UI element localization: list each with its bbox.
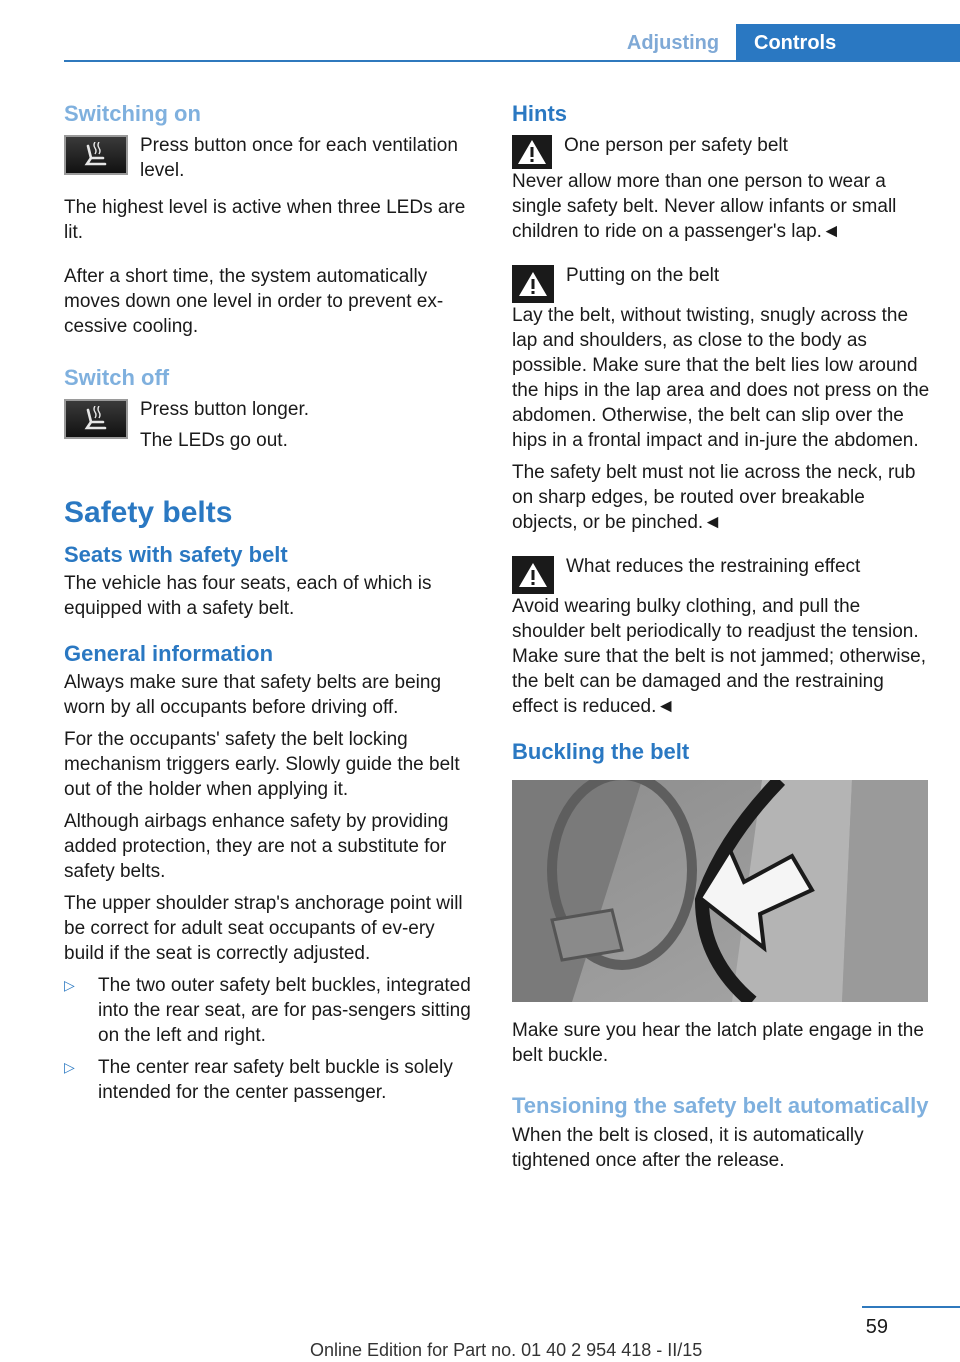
safety-belts-heading: Safety belts xyxy=(64,496,233,529)
triangle-bullet-icon: ▷ xyxy=(64,1059,75,1075)
switch-off-text: Press button longer. xyxy=(140,399,309,420)
switch-off-row xyxy=(64,397,478,459)
triangle-bullet-icon: ▷ xyxy=(64,977,75,993)
switching-on-heading: Switching on xyxy=(64,101,201,126)
seats-heading: Seats with safety belt xyxy=(64,542,288,567)
general-paragraph: For the occupants' safety the belt locking mechanism triggers early. Slowly guide the belt out of the holder when applying it. xyxy=(64,729,460,800)
page-number: 59 xyxy=(865,1316,888,1338)
switching-on-row xyxy=(64,133,478,189)
hint-3 xyxy=(512,554,930,594)
left-column xyxy=(64,100,478,1112)
highest-level-text: The highest level is active when three LEDs are lit. xyxy=(64,197,466,243)
hint-2 xyxy=(512,263,930,303)
seats-text: The vehicle has four seats, each of which is equipped with a safety belt. xyxy=(64,573,432,619)
bullet-text: The two outer safety belt buckles, integrated into the rear seat, are for pas‐sengers sitting on the left and right. xyxy=(98,975,471,1046)
general-paragraph: Although airbags enhance safety by providing added protection, they are not a substitute for safety belts. xyxy=(64,811,449,882)
seat-ventilation-icon xyxy=(64,399,128,439)
tensioning-text: When the belt is closed, it is automatically tightened once after the release. xyxy=(512,1125,864,1171)
list-item xyxy=(64,1055,478,1105)
hint-text: Lay the belt, without twisting, snugly across the lap and shoulders, as close to the body as possible. Make sure that the belt lies low around the hips in the lap area and does not press on the abdomen. Otherwise, the belt can slip over the hips in a frontal impact and in‐jure the abdomen. xyxy=(512,305,930,451)
hint-title: One person per safety belt xyxy=(564,135,788,156)
switch-off-heading: Switch off xyxy=(64,365,170,390)
tab-controls[interactable]: Controls xyxy=(736,24,960,62)
general-paragraph: The upper shoulder strap's anchorage point will be correct for adult seat occupants of ev‐ery build if the seat is correctly adjusted. xyxy=(64,893,463,964)
buckling-text: Make sure you hear the latch plate engage in the belt buckle. xyxy=(512,1020,924,1066)
hint-title: Putting on the belt xyxy=(566,265,720,286)
seat-ventilation-icon xyxy=(64,135,128,175)
warning-triangle-icon xyxy=(512,265,554,303)
tensioning-heading: Tensioning the safety belt automatically xyxy=(512,1093,929,1118)
list-item xyxy=(64,973,478,1048)
buckling-heading: Buckling the belt xyxy=(512,739,690,764)
footer-rule xyxy=(862,1306,960,1308)
switching-on-text: Press button once for each ventilation level. xyxy=(140,135,458,181)
seat-belt-photo xyxy=(512,780,928,1002)
hint-title: What reduces the restraining effect xyxy=(566,556,861,577)
tab-adjusting[interactable]: Adjusting xyxy=(626,32,720,54)
edition-footer: Online Edition for Part no. 01 40 2 954 418 - II/15 xyxy=(310,1340,703,1360)
right-column xyxy=(512,100,930,1180)
hint-text: The safety belt must not lie across the neck, rub on sharp edges, be routed over breakable objects, or be pinched.◄ xyxy=(512,462,916,533)
general-heading: General information xyxy=(64,641,274,666)
after-time-text: After a short time, the system automatically moves down one level in order to prevent ex‐cessive cooling. xyxy=(64,266,444,337)
hint-1 xyxy=(512,133,930,169)
hint-text: Never allow more than one person to wear a single safety belt. Never allow infants or small children to ride on a passenger's lap.◄ xyxy=(512,171,897,242)
warning-triangle-icon xyxy=(512,556,554,594)
header-rule xyxy=(64,60,960,62)
hints-heading: Hints xyxy=(512,101,567,126)
leds-out-text: The LEDs go out. xyxy=(140,430,288,451)
warning-triangle-icon xyxy=(512,135,552,169)
general-paragraph: Always make sure that safety belts are being worn by all occupants before driving off. xyxy=(64,672,442,718)
hint-text: Avoid wearing bulky clothing, and pull the shoulder belt periodically to readjust the tension. Make sure that the belt is not jammed; otherwise, the belt can be damaged and the restraining effect is reduced.◄ xyxy=(512,596,926,717)
bullet-text: The center rear safety belt buckle is solely intended for the center passenger. xyxy=(98,1057,453,1103)
